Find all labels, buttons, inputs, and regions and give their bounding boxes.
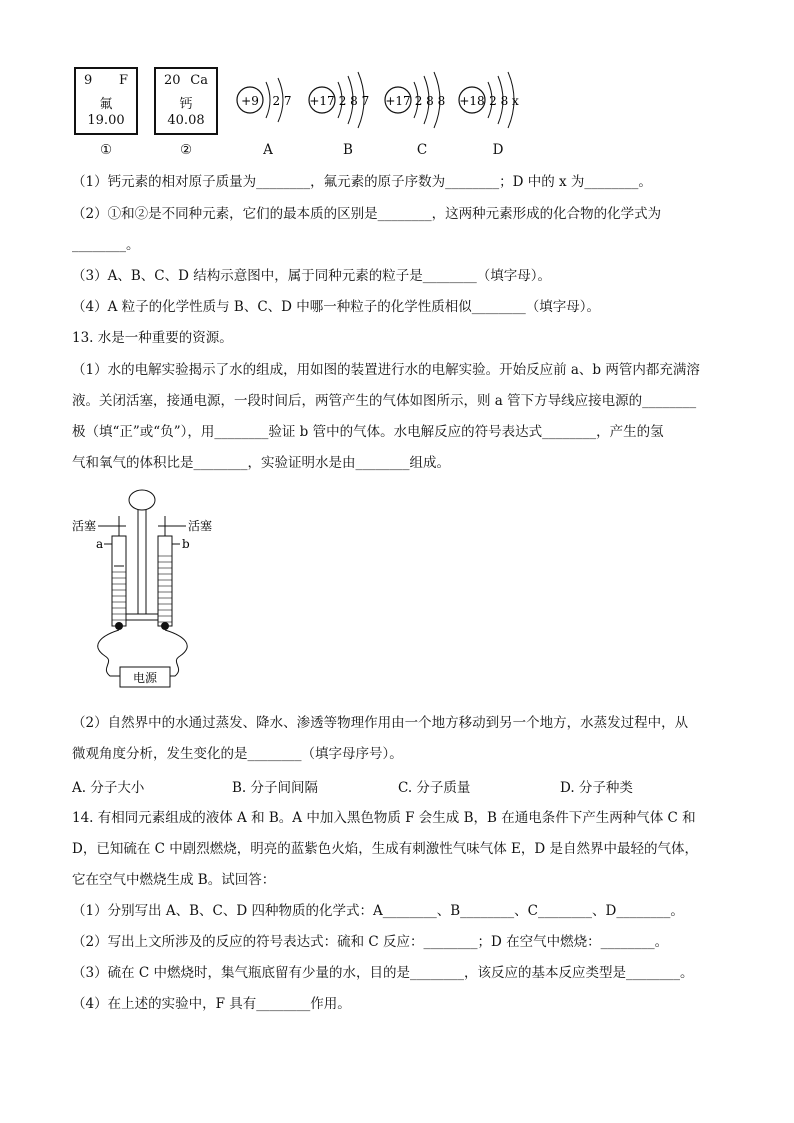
atom-label-b: B	[343, 142, 353, 158]
q14-line1: 14. 有相同元素组成的液体 A 和 B。A 中加入黑色物质 F 会生成 B，B 在通电条件下产生两种气体 C 和	[72, 810, 696, 826]
q12-part3: （3）A、B、C、D 结构示意图中，属于同种元素的粒子是________（填字母）。	[72, 268, 551, 284]
q13-p1-line3: 极（填“正”或“负”），用________验证 b 管中的气体。水电解反应的符号表达式________，产生的氢	[72, 424, 664, 440]
atomic-number: 20	[164, 73, 181, 88]
atom-shells: 2 8 8	[414, 94, 446, 108]
q13-p1-line4: 气和氧气的体积比是________，实验证明水是由________组成。	[72, 455, 450, 471]
q14-part1: （1）分别写出 A、B、C、D 四种物质的化学式：A________、B________、C________、D________。	[72, 903, 684, 919]
q12-part4: （4）A 粒子的化学性质与 B、C、D 中哪一种粒子的化学性质相似________（填字母）。	[72, 299, 601, 315]
q12-part1: （1）钙元素的相对原子质量为________，氟元素的原子序数为________；D 中的 x 为________。	[72, 174, 652, 190]
atom-shells: 2 8 x	[489, 94, 519, 108]
label-1: ①	[99, 142, 113, 158]
q13-p1-line2: 液。关闭活塞，接通电源，一段时间后，两管产生的气体如图所示，则 a 管下方导线应接电源的________	[72, 393, 697, 409]
atomic-mass: 40.08	[167, 113, 205, 128]
q13-p1-line1: （1）水的电解实验揭示了水的组成，用如图的装置进行水的电解实验。开始反应前 a、b 两管内都充满溶	[72, 362, 700, 378]
element-name: 氟	[99, 97, 113, 112]
q13-option-d: D. 分子种类	[560, 780, 633, 796]
q14-part4: （4）在上述的实验中，F 具有________作用。	[72, 996, 351, 1012]
q14-line2: D，已知硫在 C 中剧烈燃烧，明亮的蓝紫色火焰，生成有刺激性气味气体 E，D 是自然界中最轻的气体，	[72, 841, 698, 857]
atom-shells: 2 8 7	[338, 94, 370, 108]
element-card-calcium	[154, 67, 218, 135]
atomic-mass: 19.00	[87, 113, 125, 128]
atom-label-d: D	[492, 142, 504, 158]
atom-label-c: C	[416, 142, 428, 158]
q14-line3: 它在空气中燃烧生成 B。试回答：	[72, 872, 276, 888]
right-valve-label: 活塞	[188, 519, 213, 533]
element-symbol: Ca	[190, 73, 208, 88]
q13-option-c: C. 分子质量	[398, 780, 471, 796]
element-name: 钙	[179, 97, 193, 112]
q13-option-a: A. 分子大小	[72, 780, 145, 796]
q12-part2: （2）①和②是不同种元素，它们的最本质的区别是________，这两种元素形成的化合物的化学式为	[72, 206, 662, 222]
label-2: ②	[179, 142, 193, 158]
power-supply-label: 电源	[132, 671, 158, 685]
atom-structure-diagrams	[228, 62, 528, 142]
q12-part2-cont: ________。	[72, 237, 140, 253]
element-card-fluorine	[74, 67, 138, 135]
atom-shells: 2 7	[272, 94, 292, 108]
q14-part3: （3）硫在 C 中燃烧时，集气瓶底留有少量的水，目的是________，该反应的基本反应类型是________。	[72, 965, 694, 981]
q13-p2-line1: （2）自然界中的水通过蒸发、降水、渗透等物理作用由一个地方移动到另一个地方，水蒸发过程中，从	[72, 715, 689, 731]
atom-nucleus: +17	[385, 94, 411, 108]
atom-label-a: A	[263, 142, 273, 158]
atom-b	[309, 72, 369, 128]
tube-a-label: a	[96, 537, 104, 551]
tube-b-label: b	[182, 537, 190, 551]
q13-p2-line2: 微观角度分析，发生变化的是________（填字母序号）。	[72, 746, 403, 762]
atom-nucleus: +9	[241, 94, 259, 108]
q13-title: 13. 水是一种重要的资源。	[72, 330, 233, 346]
atom-nucleus: +18	[459, 94, 485, 108]
atom-c	[385, 72, 445, 128]
atom-d	[459, 72, 519, 128]
q13-option-b: B. 分子间间隔	[232, 780, 319, 796]
atom-a	[237, 78, 292, 122]
atomic-number: 9	[84, 73, 93, 88]
element-symbol: F	[118, 73, 128, 88]
left-valve-label: 活塞	[72, 519, 97, 533]
electrolysis-apparatus-diagram	[70, 486, 260, 696]
atom-nucleus: +17	[309, 94, 335, 108]
q14-part2: （2）写出上文所涉及的反应的符号表达式：硫和 C 反应：________；D 在空气中燃烧：________。	[72, 934, 669, 950]
